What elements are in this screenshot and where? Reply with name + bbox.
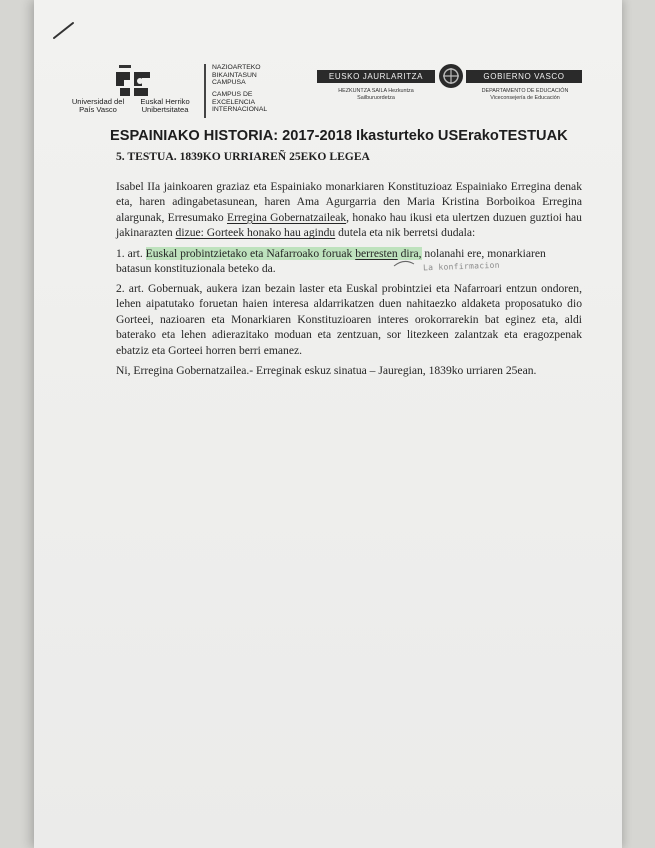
university-name-eu: Euskal Herriko Unibertsitatea: [140, 97, 190, 115]
gov-department-eu: HEZKUNTZA SAILA Hezkuntza Sailburuordetza: [338, 88, 414, 101]
paragraph-article-2: 2. art. Gobernuak, aukera izan bezain laster eta Euskal probintziei eta Nafarroari entzun ondoren, lehen aipatutako foruetan haien interesa aldarrikatzen duen nahitaezko aldaketa proposatuko dio Gorteei, nazioaren eta Monarkiaren Konstituzioaren interes orokorrarekin bat eginez eta, aldi baterako eta lehen adierazitako moduan eta zentzuan, sor litezkeen zalantzak eta eragozpenak ebatziz eta Gorteei horren berri emanez.: [116, 282, 582, 357]
handwritten-arrow-mark: [392, 258, 416, 268]
campus-label-es: CAMPUS DE EXCELENCIA INTERNACIONAL: [212, 91, 268, 114]
underlined-berresten: berresten: [355, 247, 398, 260]
article-1-rest: nolanahi ere, monarkiaren batasun konstituzionala beteko da.: [116, 247, 546, 276]
university-name-es: Universidad del País Vasco: [71, 97, 125, 115]
preamble-text-1: Isabel IIa jainkoaren graziaz eta Espainiako monarkiaren Konstituzioaz Espainiako Erregina denak eta, haren adingabetasunean, haren Ama Agurgarria den Maria Kristina Borboikoa Erregina alargunak, Erresumako: [116, 180, 582, 224]
highlighted-fueros: Euskal probintzietako eta Nafarroako foruak: [145, 247, 356, 260]
gov-name-es: GOBIERNO VASCO: [466, 70, 582, 83]
pen-stroke-mark: [52, 20, 76, 40]
highlighted-dira: dira,: [397, 247, 422, 260]
campus-label-eu: NAZIOARTEKO BIKAINTASUN CAMPUSA: [212, 64, 261, 87]
government-emblem-icon: [437, 62, 465, 90]
underlined-regent: Erregina Gobernatzaileak: [226, 210, 347, 224]
document-subtitle: 5. TESTUA. 1839KO URRIAREÑ 25EKO LEGEA: [116, 150, 370, 163]
header-divider: [204, 64, 206, 118]
paragraph-article-1: [116, 246, 582, 277]
university-logo-icon: [110, 64, 158, 98]
underlined-cortes-order: dizue: Gorteek honako hau agindu: [175, 226, 336, 240]
gov-name-eu: EUSKO JAURLARITZA: [317, 70, 435, 83]
preamble-text-3: dutela eta nik berretsi dudala:: [335, 226, 476, 240]
article-1-label: 1. art.: [116, 247, 146, 260]
gov-department-es: DEPARTAMENTO DE EDUCACIÓN Viceconsejería de Educación: [481, 88, 569, 101]
handwritten-note: La konfirmacion: [422, 260, 500, 273]
paragraph-preamble: [116, 179, 582, 241]
paragraph-signature: Ni, Erregina Gobernatzailea.- Erreginak eskuz sinatua – Jauregian, 1839ko urriaren 25ean.: [116, 364, 537, 377]
document-title: ESPAINIAKO HISTORIA: 2017-2018 Ikasturteko USErakoTESTUAK: [110, 128, 568, 144]
preamble-text-2: , honako hau ikusi eta ulertzen duzuen guztioi hau jakinarazten: [116, 210, 582, 240]
